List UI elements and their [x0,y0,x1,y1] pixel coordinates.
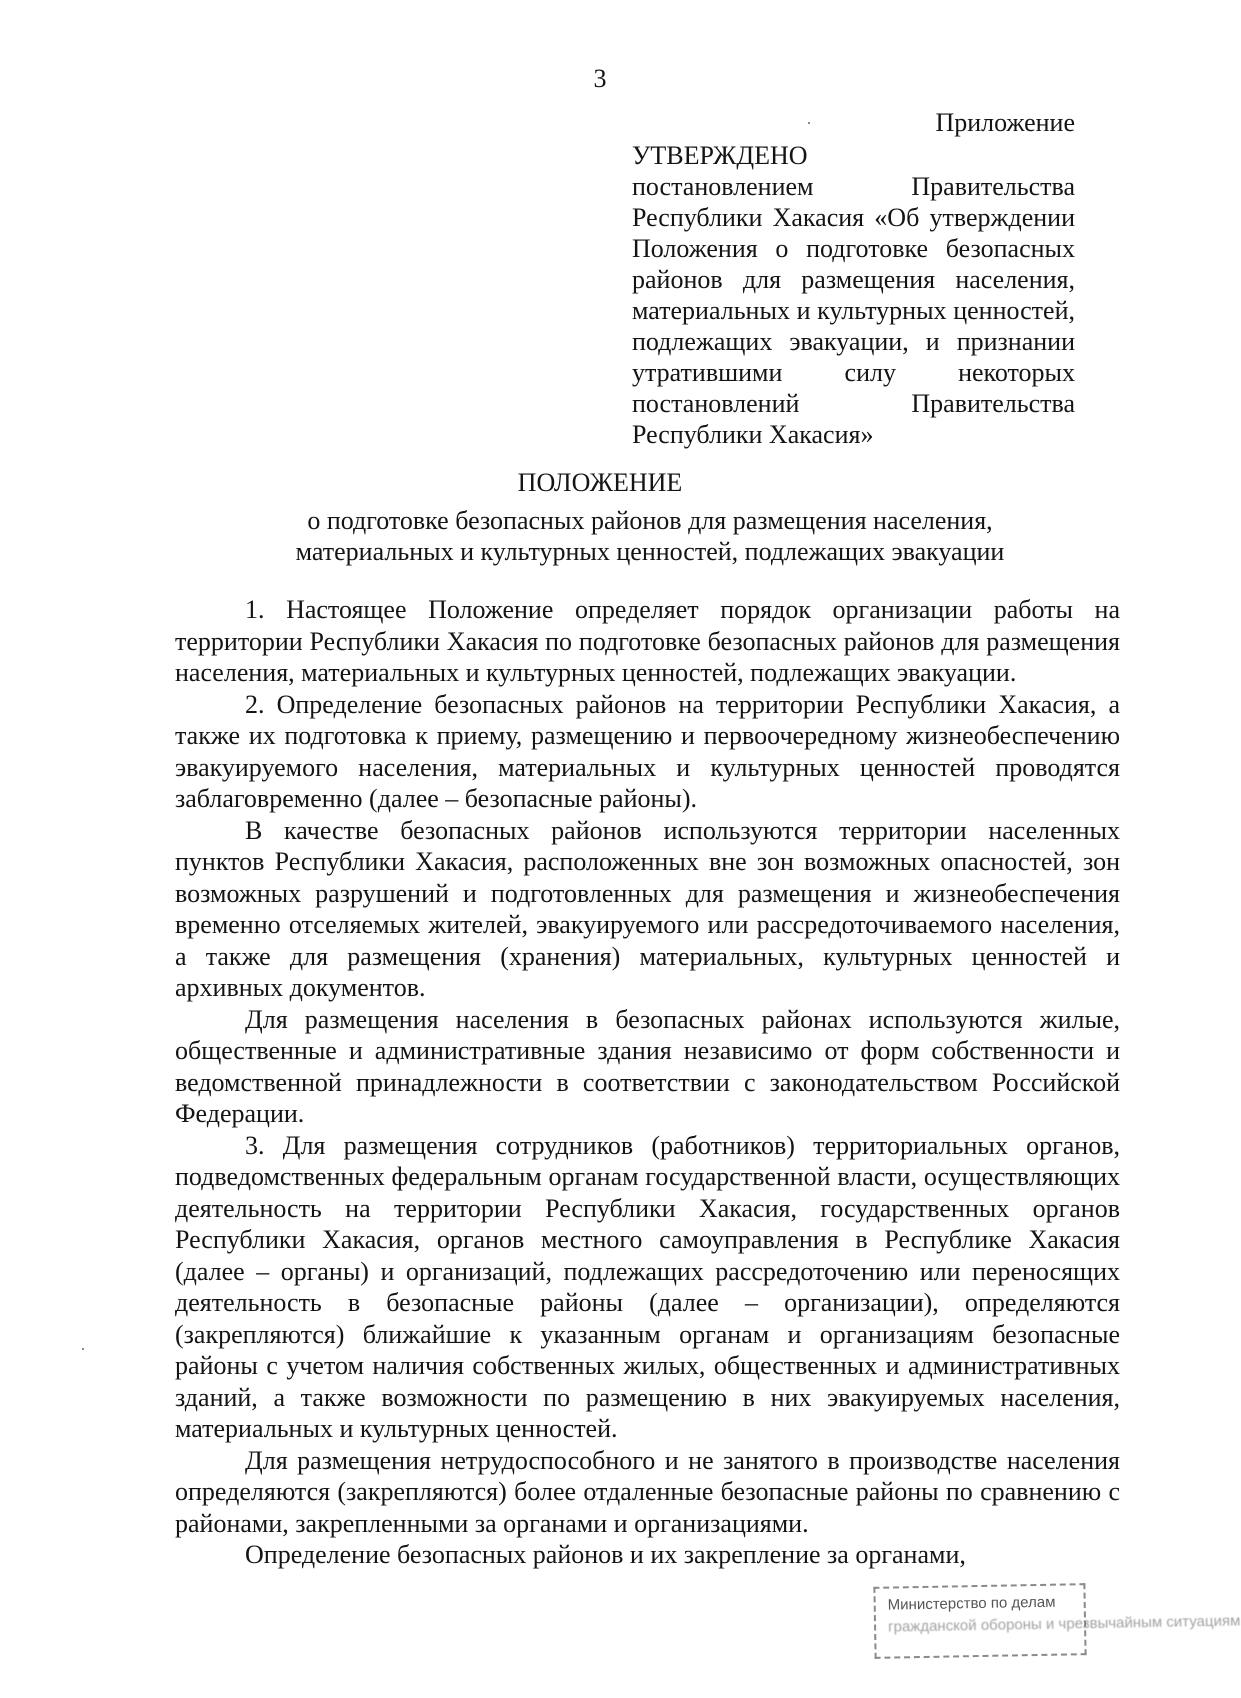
paragraph: В качестве безопасных районов используются территории населенных пунктов Республики Хакасия, расположенных вне зон возможных опасностей, зон возможных разрушений и подготовленных для размещения и жизнеобеспечения временно отселяемых жителей, эвакуируемого или рассредоточиваемого населения, а также для размещения (хранения) материальных, культурных ценностей и архивных документов. [175,815,1120,1002]
stamp-line: Министерство по делам [887,1593,1056,1614]
paragraph: 3. Для размещения сотрудников (работников) территориальных органов, подведомственных федеральным органам государственной власти, осуществляющих деятельность на территории Республики Хакасия, государственных органов Республики Хакасия, органов местного самоуправления в Республике Хакасия (далее – органы) и организаций, подлежащих рассредоточению или переносящих деятельность в безопасные районы (далее – организации), определяются (закрепляются) ближайшие к указанным органам и организациям безопасные районы с учетом наличия собственных жилых, общественных и административных зданий, а также возможности по размещению в них эвакуируемых населения, материальных и культурных ценностей. [175,1130,1120,1443]
stamp-line: гражданской обороны и чрезвычайным ситуациям [887,1612,1241,1636]
page-number: 3 [593,64,607,93]
document-body [175,594,1120,1571]
approval-block [632,140,1075,450]
document-subtitle: о подготовке безопасных районов для размещения населения, материальных и культурных ценностей, подлежащих эвакуации [295,506,1005,566]
paragraph: 2. Определение безопасных районов на территории Республики Хакасия, а также их подготовка к приему, размещению и первоочередному жизнеобеспечению эвакуируемого населения, материальных и культурных ценностей проводятся заблаговременно (далее – безопасные районы). [175,689,1120,813]
paragraph: Для размещения населения в безопасных районах используются жилые, общественные и административные здания независимо от форм собственности и ведомственной принадлежности в соответствии с законодательством Российской Федерации. [175,1004,1120,1128]
paragraph: Определение безопасных районов и их закрепление за органами, [245,1540,966,1569]
scan-speck [808,122,810,124]
paragraph: Для размещения нетрудоспособного и не занятого в производстве населения определяются (закрепляются) более отдаленные безопасные районы по сравнению с районами, закрепленными за органами и организациями. [175,1445,1120,1538]
approval-heading: УТВЕРЖДЕНО [632,141,808,170]
document-title: ПОЛОЖЕНИЕ [517,468,683,497]
annex-label: Приложение [935,108,1075,137]
approval-text: постановлением Правительства Республики Хакасия «Об утверждении Положения о подготовке безопасных районов для размещения населения, материальных и культурных ценностей, подлежащих эвакуации, и признании утратившими силу некоторых постановлений Правительства Республики Хакасия» [632,172,1075,449]
scan-speck [82,1348,84,1350]
registration-stamp [873,1583,1241,1659]
paragraph: 1. Настоящее Положение определяет порядок организации работы на территории Республики Хакасия по подготовке безопасных районов для размещения населения, материальных и культурных ценностей, подлежащих эвакуации. [175,595,1120,687]
